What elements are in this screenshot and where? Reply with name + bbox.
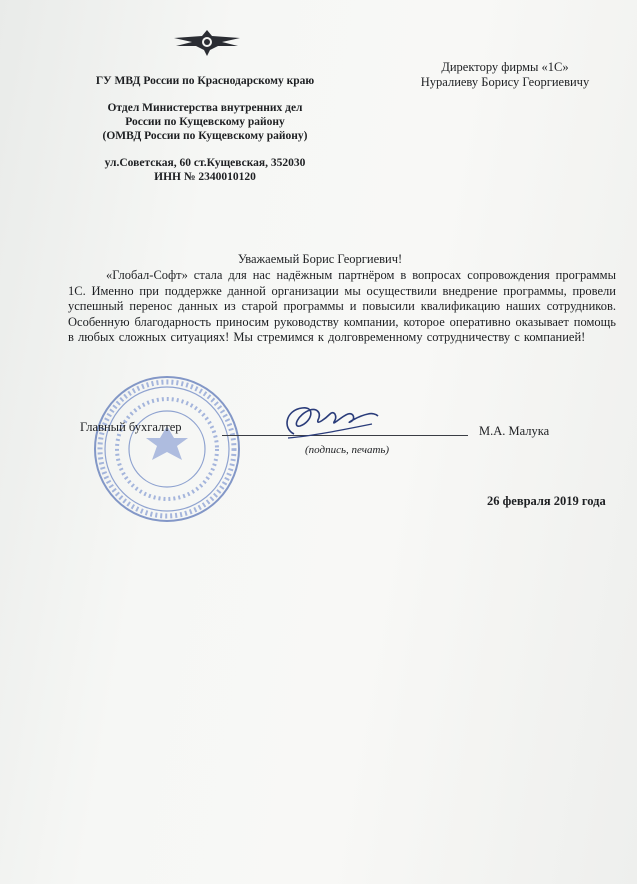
eagle-emblem-icon (172, 26, 242, 58)
letter-date: 26 февраля 2019 года (487, 494, 606, 508)
addressee-name: Нуралиеву Борису Георгиевичу (420, 75, 590, 89)
greeting: Уважаемый Борис Георгиевич! (237, 252, 403, 266)
org-department-line2: России по Кущевскому району (125, 116, 285, 128)
org-inn: ИНН № 2340010120 (154, 171, 256, 183)
org-department-line1: Отдел Министерства внутренних дел (107, 102, 303, 114)
org-department-line3: (ОМВД России по Кущевскому району) (102, 130, 308, 142)
organization-header (60, 74, 350, 184)
addressee-block (400, 60, 610, 90)
handwritten-signature-icon (272, 398, 382, 448)
letter-body: «Глобал-Софт» стала для нас надёжным партнёром в вопросах сопровождения программы 1С. Именно при поддержке данной организации мы осуществили внедрение программы, провели успешный перенос данных из старой программы и повысили квалификацию наших сотрудников. Особенную благодарность приносим руководству компании, которое оперативно оказывает помощь в любых сложных ситуациях! Мы стремимся к долговременному сотрудничеству с компанией! (68, 268, 616, 345)
signature-role: Главный бухгалтер (80, 420, 182, 434)
signature-caption: (подпись, печать) (305, 444, 390, 456)
official-seal-icon (92, 374, 242, 524)
org-ministry: ГУ МВД России по Краснодарскому краю (95, 75, 315, 87)
signer-name: М.А. Малука (479, 424, 550, 438)
addressee-title: Директору фирмы «1С» (441, 60, 569, 74)
org-address: ул.Советская, 60 ст.Кущевская, 352030 (104, 157, 306, 169)
